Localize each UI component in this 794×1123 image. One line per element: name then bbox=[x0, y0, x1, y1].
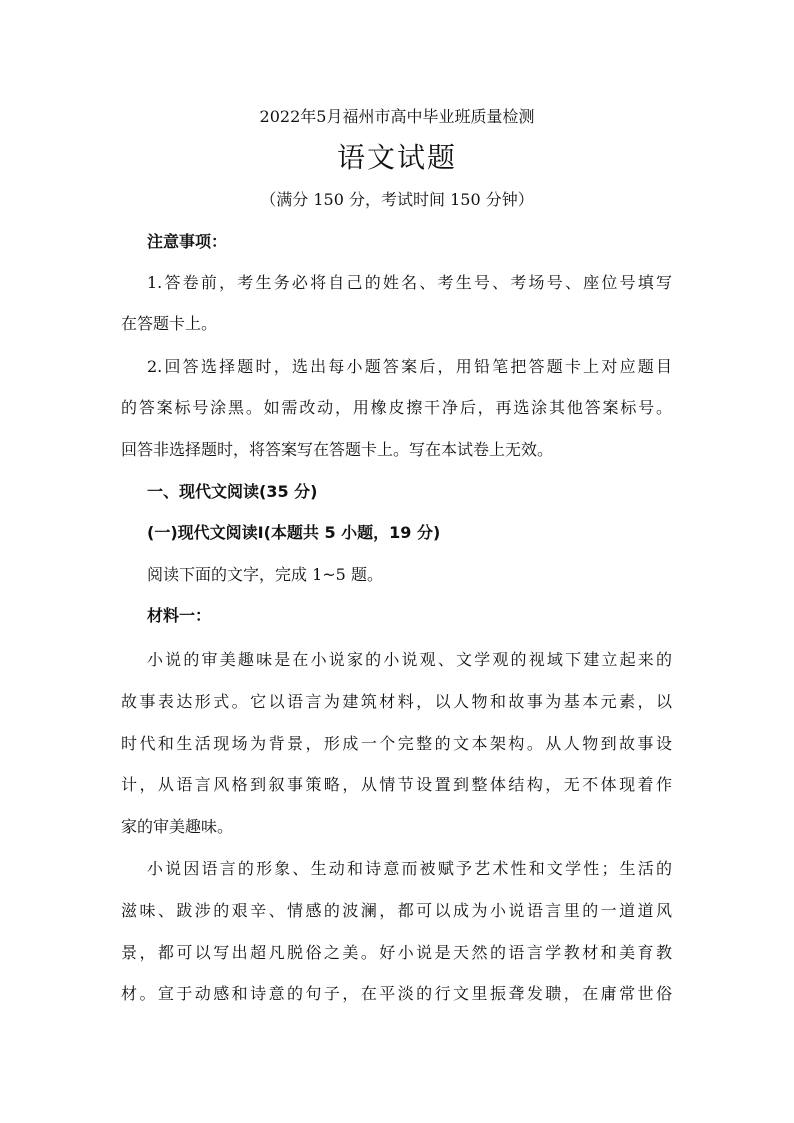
passage-paragraph-1-cont bbox=[121, 692, 672, 712]
passage-line: 景，都可以写出超凡脱俗之美。好小说是天然的语言学教材和美育教 bbox=[121, 943, 672, 962]
passage-paragraph-2-cont bbox=[121, 943, 672, 963]
score-time-note: （满分 150 分，考试时间 150 分钟） bbox=[260, 190, 534, 209]
exam-name: 2022年5月福州市高中毕业班质量检测 bbox=[259, 107, 535, 126]
passage-line: 滋味、跋涉的艰辛、情感的波澜，都可以成为小说语言里的一道道风 bbox=[121, 901, 672, 920]
notice-item-2-line-2: 的答案标号涂黑。如需改动，用橡皮擦干净后，再选涂其他答案标号。 bbox=[121, 398, 672, 417]
notice-item-2 bbox=[147, 357, 672, 377]
notice-heading: 注意事项： bbox=[147, 232, 228, 251]
passage-line: 时代和生活现场为背景，形成一个完整的文本架构。从人物到故事设 bbox=[121, 734, 672, 753]
subject-title: 语文试题 bbox=[336, 141, 457, 174]
passage-paragraph-1-cont bbox=[121, 775, 672, 795]
passage-paragraph-2 bbox=[147, 859, 672, 879]
passage-paragraph-2-cont bbox=[121, 901, 672, 921]
notice-item-2-cont bbox=[121, 398, 672, 418]
passage-line: 计，从语言风格到叙事策略，从情节设置到整体结构，无不体现着作 bbox=[121, 775, 672, 794]
passage-line: 材。宣于动感和诗意的句子，在平淡的行文里振聋发聩，在庸常世俗 bbox=[121, 984, 672, 1003]
passage-paragraph-2-cont bbox=[121, 984, 672, 1004]
passage-line: 家的审美趣味。 bbox=[121, 817, 234, 836]
passage-line: 故事表达形式。它以语言为建筑材料，以人物和故事为基本元素，以 bbox=[121, 692, 672, 711]
passage-paragraph-1-cont bbox=[121, 734, 672, 754]
reading-instruction: 阅读下面的文字，完成 1~5 题。 bbox=[147, 565, 383, 584]
section-heading: 一、现代文阅读(35 分) bbox=[147, 482, 318, 501]
notice-item-1 bbox=[147, 273, 672, 293]
material-label: 材料一： bbox=[147, 606, 212, 625]
notice-item-2-line-3: 回答非选择题时，将答案写在答题卡上。写在本试卷上无效。 bbox=[121, 440, 554, 459]
notice-item-1-line-1: 1.答卷前，考生务必将自己的姓名、考生号、考场号、座位号填写 bbox=[147, 273, 672, 292]
notice-item-2-line-1: 2.回答选择题时，选出每小题答案后，用铅笔把答题卡上对应题目 bbox=[147, 357, 672, 376]
subsection-heading: (一)现代文阅读Ⅰ(本题共 5 小题，19 分) bbox=[147, 523, 441, 542]
passage-line: 小说的审美趣味是在小说家的小说观、文学观的视域下建立起来的 bbox=[147, 650, 672, 669]
passage-paragraph-1 bbox=[147, 650, 672, 670]
passage-line: 小说因语言的形象、生动和诗意而被赋予艺术性和文学性；生活的 bbox=[147, 859, 672, 878]
notice-item-1-line-2: 在答题卡上。 bbox=[121, 314, 218, 333]
